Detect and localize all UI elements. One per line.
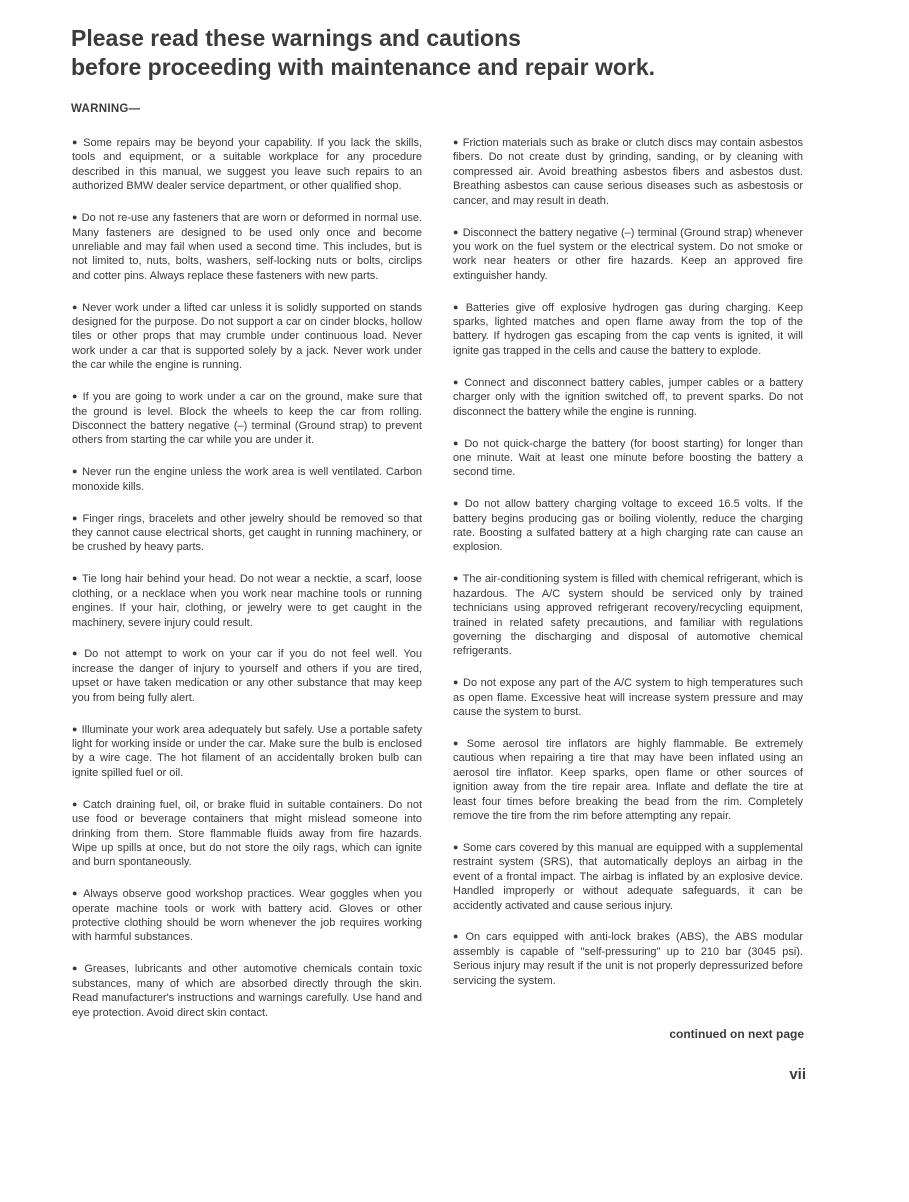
warning-item	[453, 571, 803, 658]
warning-text: Some aerosol tire inflators are highly flammable. Be extremely cautious when repairing a tire that may have been inflated using an aerosol tire inflator. Keep sparks, open flame or other sources of ignition away from the tire repair area. Inflate and deflate the tire at least four times before breaking the bead from the rim. Completely remove the tire from the rim before attempting any repair.	[453, 738, 803, 823]
warning-text: Tie long hair behind your head. Do not wear a necktie, a scarf, loose clothing, or a necklace when you work near machine tools or running engines. If your hair, clothing, or jewelry were to get caught in the machinery, severe injury could result.	[72, 573, 422, 629]
warning-text: Some repairs may be beyond your capability. If you lack the skills, tools and equipment, or a suitable workplace for any procedure described in this manual, we suggest you leave such repairs to an authorized BMW dealer service department, or other qualified shop.	[72, 137, 422, 193]
warning-text: Illuminate your work area adequately but safely. Use a portable safety light for working inside or under the car. Make sure the bulb is enclosed by a wire cage. The hot filament of an accidentally broken bulb can ignite spilled fuel or oil.	[72, 723, 423, 779]
bullet-icon: ●	[72, 466, 79, 477]
warning-item	[72, 571, 422, 630]
warning-item	[453, 840, 803, 913]
bullet-icon: ●	[72, 798, 79, 809]
left-column	[72, 135, 422, 1037]
warning-text: Disconnect the battery negative (–) terminal (Ground strap) whenever you work on the fuel system or the electrical system. Do not smoke or work near heaters or other fire hazards. Keep an approved fire extinguisher handy.	[453, 226, 804, 282]
warning-item	[72, 511, 422, 555]
warning-item	[453, 736, 803, 823]
warning-text: Do not re-use any fasteners that are worn or deformed in normal use. Many fasteners are designed to be used only once and become unreliable and may fail when used a second time. This includes, but is not limited to, nuts, bolts, washers, self-locking nuts or bolts, circlips and cotter pins. Always replace these fasteners with new parts.	[72, 212, 422, 282]
bullet-icon: ●	[72, 301, 79, 312]
bullet-icon: ●	[72, 573, 79, 584]
warning-item	[453, 300, 803, 359]
bullet-icon: ●	[72, 212, 78, 223]
warning-item	[72, 722, 422, 781]
warning-item	[72, 210, 422, 283]
warning-text: Catch draining fuel, oil, or brake fluid in suitable containers. Do not use food or beverage containers that might mislead someone into drinking from them. Store flammable fluids away from fire hazards. Wipe up spills at once, but do not store the oily rags, which can ignite and burn spontaneously.	[72, 798, 423, 869]
bullet-icon: ●	[72, 888, 80, 899]
bullet-icon: ●	[453, 738, 463, 748]
warning-text: The air-conditioning system is filled with chemical refrigerant, which is hazardous. The A/C system should be serviced only by trained technicians using approved refrigerant recovery/recycling equipment, trained in related safety precautions, and familiar with regulations governing the discharging and disposal of automotive chemical refrigerants.	[453, 573, 803, 658]
warning-text: Connect and disconnect battery cables, jumper cables or a battery charger only with the ignition switched off, to prevent sparks. Do not disconnect the battery while the engine is running.	[453, 376, 803, 418]
warning-text: Do not expose any part of the A/C system to high temperatures such as open flame. Excessive heat will increase system pressure and may cause the system to burst.	[453, 677, 803, 719]
warning-text: Do not quick-charge the battery (for boost starting) for longer than one minute. Wait at least one minute before boosting the battery a second time.	[453, 437, 803, 479]
bullet-icon: ●	[453, 301, 462, 312]
warning-text: Greases, lubricants and other automotive chemicals contain toxic substances, many of which are absorbed directly through the skin. Read manufacturer's instructions and warnings carefully. Use hand and eye protection. Avoid direct skin contact.	[72, 963, 422, 1019]
bullet-icon: ●	[72, 648, 81, 659]
warning-text: Do not allow battery charging voltage to exceed 16.5 volts. If the battery begins producing gas or boiling violently, reduce the charging rate. Boosting a sulfated battery at a high charging rate can cause an explosion.	[453, 498, 803, 554]
warning-item	[72, 646, 422, 705]
warning-item	[453, 135, 803, 208]
right-column	[453, 135, 803, 1005]
warning-text: Never work under a lifted car unless it is solidly supported on stands designed for the purpose. Do not support a car on cinder blocks, hollow tiles or other props that may crumble under continuous load. Never work under a car that is supported solely by a jack. Never work under the car while the engine is running.	[72, 301, 423, 372]
warning-text: Friction materials such as brake or clutch discs may contain asbestos fibers. Do not create dust by grinding, sanding, or by cleaning with compressed air. Avoid breathing asbestos fibers and asbestos dust. Breathing asbestos can cause serious diseases such as asbestosis or cancer, and may result in death.	[453, 137, 803, 207]
bullet-icon: ●	[453, 931, 462, 942]
warning-item	[453, 496, 803, 555]
warning-text: If you are going to work under a car on the ground, make sure that the ground is level. Block the wheels to keep the car from rolling. Disconnect the battery negative (–) terminal (Ground strap) to prevent others from starting the car while you are under it.	[72, 391, 423, 447]
bullet-icon: ●	[72, 137, 80, 147]
warning-text: Some cars covered by this manual are equipped with a supplemental restraint system (SRS), that automatically deploys an airbag in the event of a frontal impact. The airbag is inflated by an explosive device. Handled improperly or without adequate safeguards, it can be accidently activated and cause serious injury.	[453, 841, 803, 912]
warning-item	[453, 436, 803, 480]
warning-item	[72, 389, 422, 448]
warning-heading: WARNING—	[71, 103, 141, 115]
bullet-icon: ●	[453, 376, 461, 387]
warning-item	[453, 929, 803, 988]
warning-item	[72, 135, 422, 194]
continued-note: continued on next page	[669, 1027, 804, 1041]
bullet-icon: ●	[72, 963, 81, 974]
bullet-icon: ●	[453, 437, 461, 448]
warning-item	[453, 675, 803, 719]
warning-item	[72, 797, 422, 870]
bullet-icon: ●	[453, 137, 459, 147]
warning-item	[453, 375, 803, 419]
warning-item	[72, 886, 422, 945]
warning-item	[72, 300, 422, 373]
bullet-icon: ●	[72, 391, 79, 402]
page-title-line-2: before proceeding with maintenance and repair work.	[71, 54, 656, 80]
page-title	[71, 24, 655, 82]
warning-item	[72, 464, 422, 494]
warning-text: Always observe good workshop practices. Wear goggles when you operate machine tools or work with battery acid. Gloves or other protective clothing should be worn whenever the job requires working with harmful substances.	[72, 888, 422, 944]
warning-item	[453, 225, 803, 284]
bullet-icon: ●	[453, 841, 459, 852]
bullet-icon: ●	[453, 226, 459, 237]
warning-text: Batteries give off explosive hydrogen gas during charging. Keep sparks, lighted matches and open flame away from the top of the battery. If hydrogen gas escaping from the cap vents is ignited, it will ignite gas trapped in the cells and cause the battery to explode.	[453, 301, 803, 357]
bullet-icon: ●	[453, 498, 461, 509]
bullet-icon: ●	[72, 512, 79, 523]
warning-item	[72, 961, 422, 1020]
page-title-line-1: Please read these warnings and cautions	[71, 25, 521, 51]
warning-text: Never run the engine unless the work area is well ventilated. Carbon monoxide kills.	[72, 466, 422, 493]
bullet-icon: ●	[453, 677, 459, 688]
page-number: vii	[789, 1066, 806, 1083]
warning-text: On cars equipped with anti-lock brakes (ABS), the ABS modular assembly is capable of "self-pressuring" up to 210 bar (3045 psi). Serious injury may result if the unit is not properly depressurized before servicing the system.	[453, 931, 803, 987]
bullet-icon: ●	[453, 573, 459, 584]
warning-text: Finger rings, bracelets and other jewelry should be removed so that they cannot cause electrical shorts, get caught in running machinery, or be crushed by heavy parts.	[72, 512, 422, 554]
bullet-icon: ●	[72, 723, 78, 734]
warning-text: Do not attempt to work on your car if you do not feel well. You increase the danger of injury to yourself and others if you are tired, upset or have taken medication or any other substance that may keep you from being fully alert.	[72, 648, 422, 704]
